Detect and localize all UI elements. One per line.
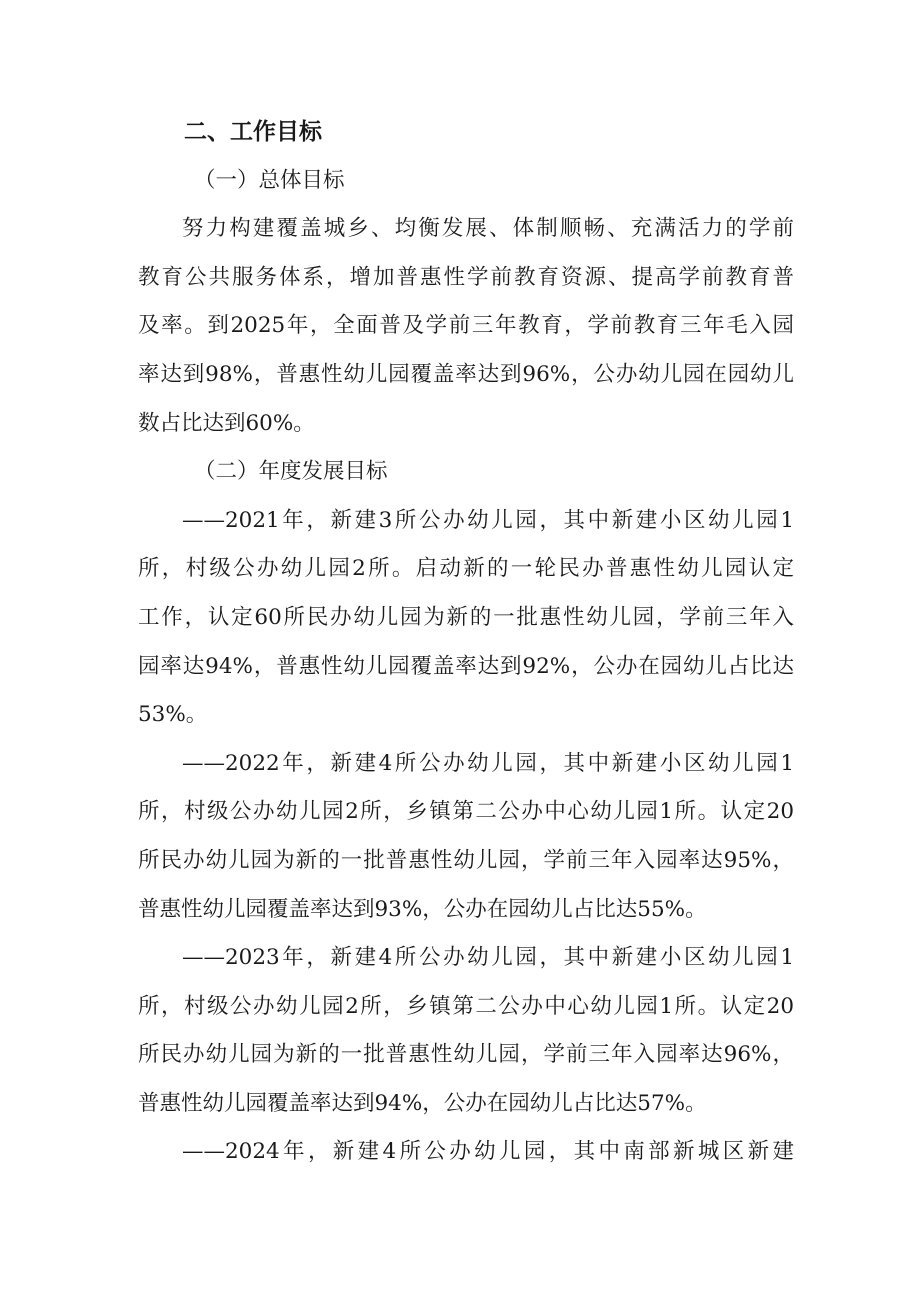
text-line: 园率达94%，普惠性幼儿园覆盖率达到92%，公办在园幼儿占比达: [138, 653, 794, 679]
paragraph-goal-2022: [138, 740, 794, 934]
text-line: 工作，认定60所民办幼儿园为新的一批惠性幼儿园，学前三年入: [138, 604, 794, 630]
text-line: 所，村级公办幼儿园2所。启动新的一轮民办普惠性幼儿园认定: [138, 556, 794, 582]
subsection-title-annual-goals: （二）年度发展目标: [194, 459, 388, 485]
text-line: 普惠性幼儿园覆盖率达到93%，公办在园幼儿占比达55%。: [138, 896, 707, 922]
text-line: 教育公共服务体系，增加普惠性学前教育资源、提高学前教育普: [138, 264, 794, 290]
text-line: 所，村级公办幼儿园2所，乡镇第二公办中心幼儿园1所。认定20: [138, 993, 794, 1019]
paragraph-goal-2024: [138, 1128, 794, 1177]
paragraph-overall-goal: [138, 205, 794, 448]
paragraph-goal-2021: [138, 497, 794, 740]
text-line: 率达到98%，普惠性幼儿园覆盖率达到96%，公办幼儿园在园幼儿: [138, 361, 794, 387]
text-line: 努力构建覆盖城乡、均衡发展、体制顺畅、充满活力的学前: [182, 216, 794, 242]
text-line: 所民办幼儿园为新的一批普惠性幼儿园，学前三年入园率达95%，: [138, 847, 794, 873]
document-body: [138, 108, 794, 1177]
text-line: 及率。到2025年，全面普及学前三年教育，学前教育三年毛入园: [138, 313, 794, 339]
text-line: 数占比达到60%。: [138, 410, 315, 436]
text-line: ——2022年，新建4所公办幼儿园，其中新建小区幼儿园1: [182, 750, 794, 776]
section-heading: 二、工作目标: [184, 119, 322, 145]
paragraph-goal-2023: [138, 934, 794, 1128]
text-line: 53%。: [138, 702, 208, 728]
text-line: 所，村级公办幼儿园2所，乡镇第二公办中心幼儿园1所。认定20: [138, 799, 794, 825]
text-line: ——2021年，新建3所公办幼儿园，其中新建小区幼儿园1: [182, 507, 794, 533]
text-line: 普惠性幼儿园覆盖率达到94%，公办在园幼儿占比达57%。: [138, 1090, 707, 1116]
text-line: 所民办幼儿园为新的一批普惠性幼儿园，学前三年入园率达96%，: [138, 1042, 794, 1068]
text-line: ——2024年，新建4所公办幼儿园，其中南部新城区新建: [182, 1139, 794, 1165]
text-line: ——2023年，新建4所公办幼儿园，其中新建小区幼儿园1: [182, 945, 794, 971]
subsection-title-overall-goal: （一）总体目标: [194, 167, 345, 193]
